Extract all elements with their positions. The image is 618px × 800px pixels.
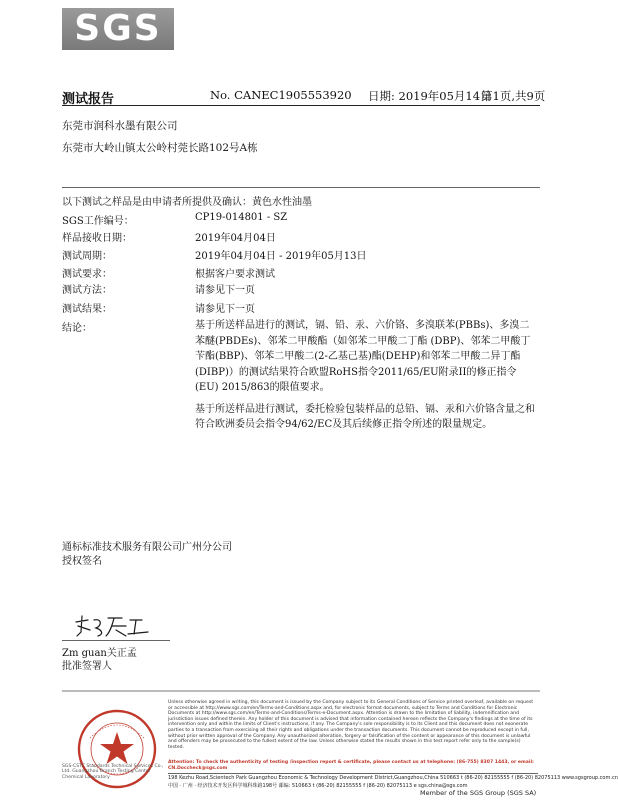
conclusion-paragraph-rohs: 基于所送样品进行的测试，镉、铅、汞、六价铬、多溴联苯(PBBs)、多溴二苯醚(PBDEs)、邻苯二甲酸酯（如邻苯二甲酸二丁酯 (DBP)、邻苯二甲酸丁苄酯(BBP)、邻苯二甲酸二(2-乙基己基)酯(DEHP)和邻苯二甲酸二异丁酯(DIBP)）的测试结果符合欧盟RoHS指令2011/65/EU附录II的修正指令(EU) 2015/863的限值要求。	[195, 320, 531, 393]
field-label: 测试方法：	[62, 285, 112, 296]
conclusion-paragraph-packaging: 基于所送样品进行测试，委托检验包装样品的总铅、镉、汞和六价铬含量之和符合欧洲委员会指令94/62/EC及其后续修正指令所述的限量规定。	[195, 403, 535, 430]
address-english: 198 Kezhu Road,Scientech Park Guangzhou Economic & Technology Development District,Guangzhou,China 510663 t (86-20) 82155555 f (86-20) 82075113 www.sgsgroup.com.cn	[168, 775, 618, 781]
signature-line	[62, 640, 170, 641]
section-rule	[62, 187, 540, 188]
report-date: 日期: 2019年05月14日	[368, 89, 492, 103]
handwritten-signature	[72, 612, 162, 640]
field-label: 测试结果：	[62, 304, 112, 315]
client-name: 东莞市润科水墨有限公司	[62, 120, 178, 132]
conclusion-label: 结论：	[62, 323, 92, 334]
signer-role: 批准签署人	[62, 661, 112, 672]
field-value: 根据客户要求测试	[195, 269, 275, 280]
address-chinese: 中国 · 广州 · 经济技术开发区科学城科珠路198号 邮编: 510663 t (86-20) 82155555 f (86-20) 82075113 e sgs.china@sgs.com	[168, 783, 468, 789]
seal-caption: SGS-CSTC Standards Technical Services Co., Ltd. Guangzhou Branch Testing Center Chemical Laboratory	[62, 764, 164, 780]
field-label: SGS工作编号：	[62, 216, 134, 227]
report-number: No. CANEC1905553920	[210, 88, 352, 102]
field-row-result	[62, 300, 542, 316]
sample-intro: 以下测试之样品是由申请者所提供及确认：黄色水性油墨	[62, 197, 312, 208]
field-value: 2019年04月04日 - 2019年05月13日	[195, 251, 367, 262]
signer-name: Zm guan关正孟	[62, 648, 137, 659]
report-title: 测试报告	[62, 92, 115, 107]
field-value: 请参见下一页	[195, 285, 255, 296]
header-rule	[62, 105, 540, 106]
sgs-logo: SGS	[62, 8, 174, 50]
field-value: CP19-014801 - SZ	[195, 212, 288, 223]
client-address: 东莞市大岭山镇太公岭村莞长路102号A栋	[62, 142, 258, 154]
member-note: Member of the SGS Group (SGS SA)	[420, 789, 537, 797]
field-row-method	[62, 281, 542, 297]
issuing-company: 通标标准技术服务有限公司广州分公司	[62, 542, 232, 553]
field-label: 测试周期：	[62, 251, 112, 262]
field-row-test-period	[62, 247, 542, 263]
terms-fine-print: Unless otherwise agreed in writing, this document is issued by the Company subject to its General Conditions of Service printed overleaf, available on request or accessible at http://www.sgs.com/en/Terms-and-Conditions.aspx and, for electronic format documents, subject to Terms and Conditions for Electronic Documents at http://www.sgs.com/en/Terms-and-Conditions/Terms-e-Document.aspx. Attention is drawn to the limitation of liability, indemnification and jurisdiction issues defined therein. Any holder of this document is advised that information contained hereon reflects the Company's findings at the time of its intervention only and within the limits of Client's instructions, if any. The Company's sole responsibility is to its Client and this document does not exonerate parties to a transaction from exercising all their rights and obligations under the transaction documents. This document cannot be reproduced except in full, without prior written approval of the Company. Any unauthorized alteration, forgery or falsification of the content or appearance of this document is unlawful and offenders may be prosecuted to the fullest extent of the law. Unless otherwise stated the results shown in this test report refer only to the sample(s) tested.	[168, 700, 534, 750]
footer-rule	[62, 690, 540, 692]
authorized-signature-label: 授权签名	[62, 556, 102, 567]
field-value: 请参见下一页	[195, 304, 255, 315]
field-value: 2019年04月04日	[195, 233, 276, 244]
conclusion-text	[195, 318, 538, 433]
field-label: 样品接收日期：	[62, 233, 132, 244]
field-row-received-date	[62, 229, 542, 245]
page-number: 第1页,共9页	[481, 89, 546, 103]
field-label: 测试要求：	[62, 269, 112, 280]
address-rule	[168, 773, 538, 774]
authenticity-notice: Attention: To check the authenticity of testing /inspection report & certificate, please contact us at telephone: (86-755) 8307 1443, or email: CN.Doccheck@sgs.com	[168, 760, 534, 771]
field-row-requirement	[62, 265, 542, 281]
field-row-job-no	[62, 212, 542, 228]
